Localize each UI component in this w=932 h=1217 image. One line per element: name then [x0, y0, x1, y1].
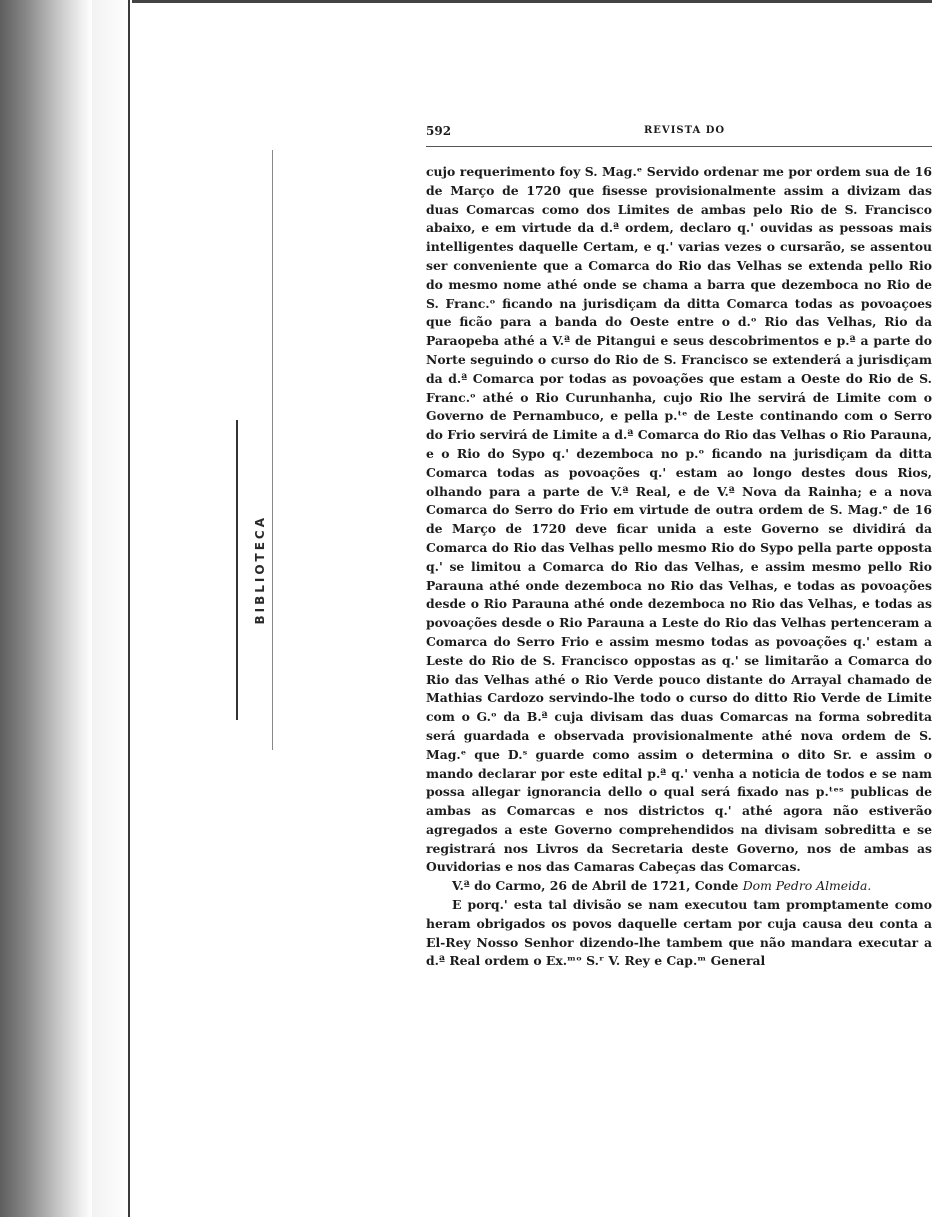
dateline: V.ª do Carmo, 26 de Abril de 1721, Conde: [452, 878, 739, 894]
header-rule: [426, 146, 932, 147]
scan-top-edge: [0, 0, 932, 3]
body-paragraph: cujo requerimento foy S. Mag.ᵉ Servido ordenar me por ordem sua de 16 de Março de 1720 que fisesse provisionalmente assim a divizam das duas Comarcas como dos Limites de ambas pelo Rio de S. Francisco abaixo, e em virtude da d.ª ordem, declaro q.' ouvidas as pessoas mais intelligentes daquelle Certam, e q.' varias vezes o cursarão, se assentou ser conveniente que a Comarca do Rio das Velhas se extenda pello Rio do mesmo nome athé onde se chama a barra que dezemboca no Rio de S. Franc.ᵒ ficando na jurisdiçam da ditta Comarca todas as povoaçoes que ficão para a banda do Oeste entre o d.ᵒ Rio das Velhas, Rio da Paraopeba athé a V.ª de Pitangui e seus descobrimentos e p.ª a parte do Norte seguindo o curso do Rio de S. Francisco se extenderá a jurisdiçam da d.ª Comarca por todas as povoações que estam a Oeste do Rio de S. Franc.ᵒ athé o Rio Curunhanha, cujo Rio lhe servirá de Limite com o Governo de Pernambuco, e pella p.ᵗᵉ de Leste continando com o Serro do Frio servirá de Limite a d.ª Comarca do Rio das Velhas o Rio Parauna, e o Rio do Sypo q.' dezemboca no p.ᵒ ficando na jurisdiçam da ditta Comarca todas as povoações q.' estam ao longo destes dous Rios, olhando para a parte de V.ª Real, e de V.ª Nova da Rainha; e a nova Comarca do Serro do Frio em virtude de outra ordem de S. Mag.ᵉ de 16 de Março de 1720 deve ficar unida a este Governo se dividirá da Comarca do Rio das Velhas pello mesmo Rio do Sypo pella parte opposta q.' se limitou a Comarca do Rio das Velhas, e assim mesmo pello Rio Parauna athé onde dezemboca no Rio das Velhas, e todas as povoações desde o Rio Parauna athé onde dezemboca no Rio das Velhas, e todas as povoações desde o Rio Parauna a Leste do Rio das Velhas pertenceram a Comarca do Serro Frio e assim mesmo todas as povoações q.' estam a Leste do Rio de S. Francisco oppostas as q.' se limitarão a Comarca do Rio das Velhas athé o Rio Verde pouco distante do Arrayal chamado de Mathias Cardozo servindo-lhe todo o curso do ditto Rio Verde de Limite com o G.ᵒ da B.ª cuja divisam das duas Comarcas na forma sobredita será guardada e observada provisionalmente athé nova ordem de S. Mag.ᵉ que D.ˢ guarde como assim o determina o dito Sr. e assim o mando declarar por este edital p.ª q.' venha a noticia de todos e se nam possa allegar ignorancia dello o qual será fixado nas p.ᵗᵉˢ publicas de ambas as Comarcas e nos districtos q.' athé agora não estiverão agregados a este Governo comprehendidos na divisam sobreditta e se registrará nos Livros da Secretaria deste Governo, nos de ambas as Ouvidorias e nos das Camaras Cabeças das Comarcas.: [426, 164, 932, 875]
dateline-paragraph: [426, 877, 932, 896]
library-stamp: [236, 420, 282, 720]
body-paragraph: E porq.' esta tal divisão se nam executou tam promptamente como heram obrigados os povos daquelle certam por cuja causa deu conta a El-Rey Nosso Senhor dizendo-lhe tambem que não mandara executar a d.ª Real ordem o Ex.ᵐᵒ S.ʳ V. Rey e Cap.ᵐ General: [426, 897, 932, 969]
book-binding-gutter: [0, 0, 92, 1217]
page-body: [426, 163, 932, 971]
page-header: [426, 120, 932, 140]
page-number: 592: [426, 124, 452, 138]
gutter-fade: [92, 0, 132, 1217]
page-fold-line: [128, 0, 130, 1217]
running-head: REVISTA DO: [644, 125, 726, 136]
library-stamp-text: BIBLIOTECA: [253, 515, 267, 625]
signature: Dom Pedro Almeida.: [742, 878, 872, 894]
